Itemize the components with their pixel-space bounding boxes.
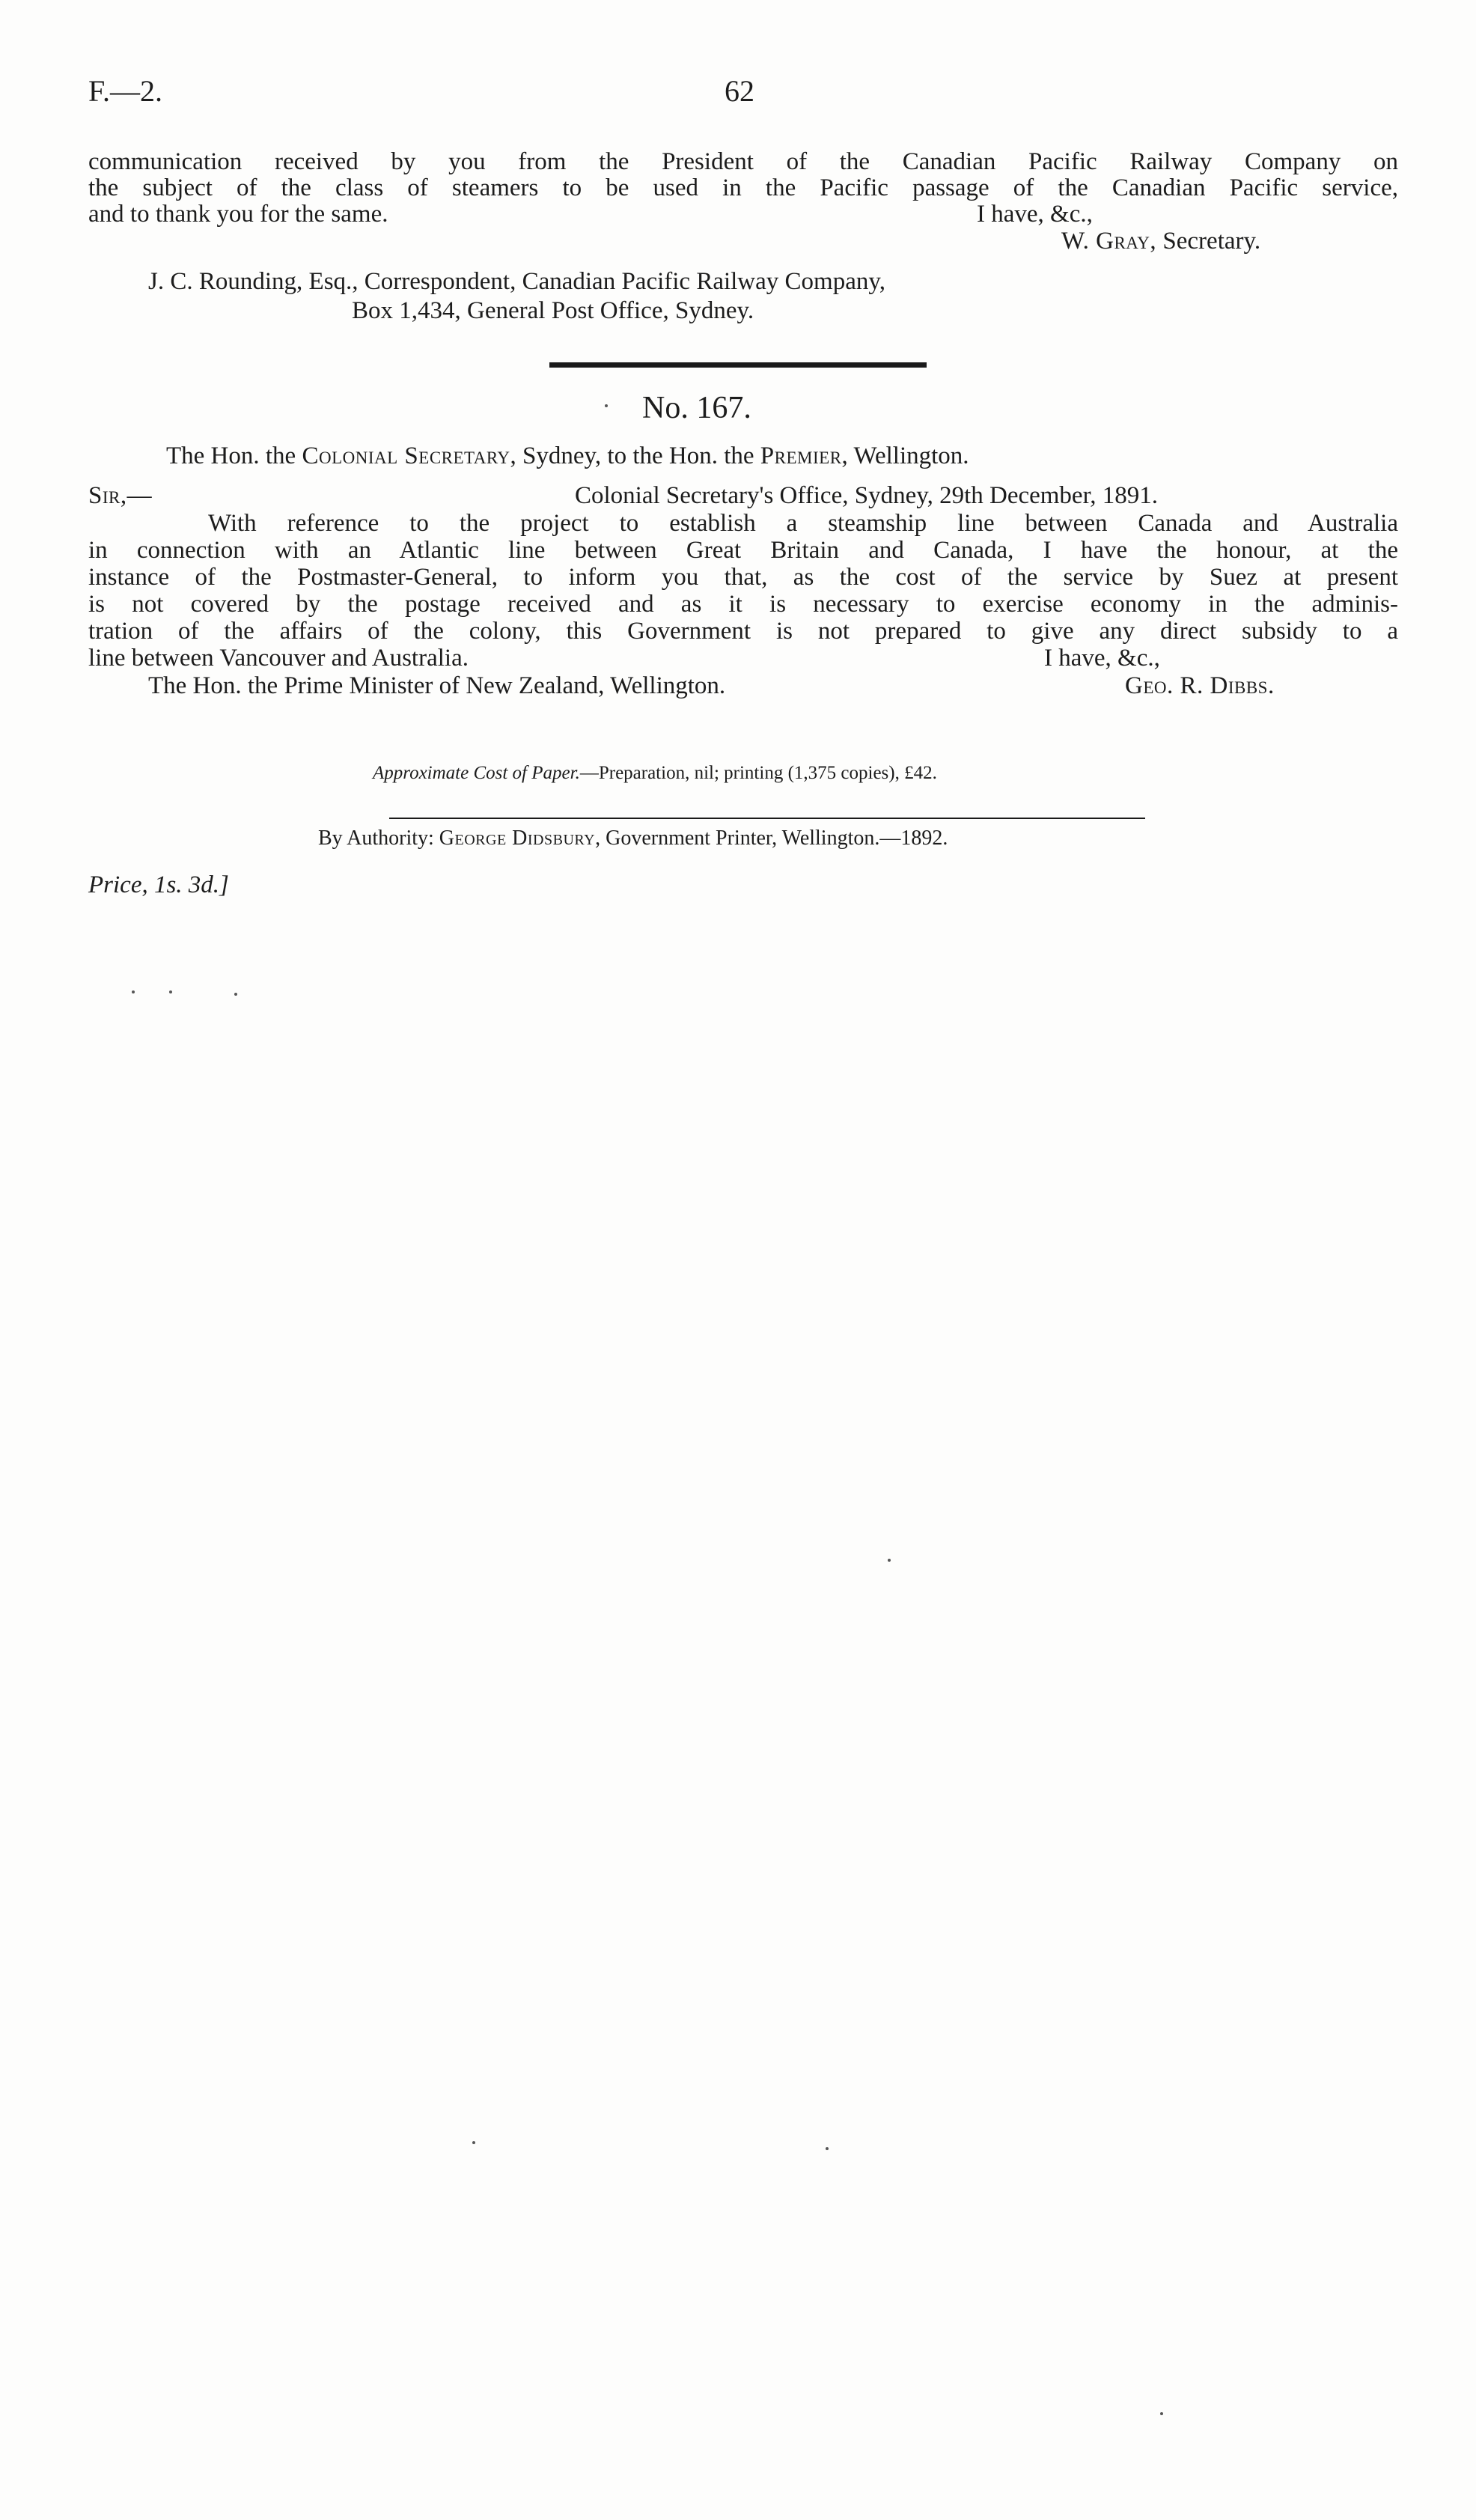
- signature-name: W. Gray,: [1061, 228, 1157, 255]
- footer-divider: [389, 818, 1145, 819]
- cost-label: Approximate Cost of Paper.: [373, 763, 580, 783]
- letter-body-line: line between Vancouver and Australia.: [88, 645, 469, 672]
- letter-body-line: With reference to the project to establish a steamship line between Canada and Australia: [208, 510, 1398, 537]
- cost-of-paper: [373, 759, 937, 788]
- scan-speck: [234, 993, 237, 996]
- price: Price, 1s. 3d.]: [88, 871, 229, 898]
- scan-speck: [888, 1559, 891, 1562]
- letter-salutation: Sir,—: [88, 482, 153, 509]
- scan-speck: [472, 2141, 475, 2144]
- letter-number: No. 167.: [642, 391, 751, 425]
- letter-dateline: Colonial Secretary's Office, Sydney, 29th December, 1891.: [575, 482, 1158, 509]
- scan-speck: [132, 990, 135, 993]
- letter-body-line: tration of the affairs of the colony, this Government is not prepared to give any direct subsidy to a: [88, 618, 1398, 645]
- letter-addressee: The Hon. the Prime Minister of New Zealand, Wellington.: [148, 672, 726, 699]
- recipient-title: Premier: [760, 442, 842, 469]
- authority-suffix: , Government Printer, Wellington.—1892.: [595, 827, 948, 850]
- letter-body-line: is not covered by the postage received and as it is necessary to exercise economy in the adminis-: [88, 591, 1398, 618]
- printing-authority: [318, 826, 948, 851]
- previous-letter-line: and to thank you for the same.: [88, 201, 388, 228]
- sender-title: Colonial Secretary: [302, 442, 510, 469]
- from-to-text: The Hon. the: [166, 442, 302, 469]
- letter-body-line: in connection with an Atlantic line between Great Britain and Canada, I have the honour, at the: [88, 537, 1398, 564]
- signature-title: Secretary.: [1162, 228, 1261, 255]
- authority-prefix: By Authority:: [318, 827, 439, 850]
- scan-speck: [1160, 2412, 1163, 2415]
- letter-signature: Geo. R. Dibbs.: [1125, 672, 1275, 699]
- scan-speck: [826, 2147, 829, 2150]
- previous-letter-signature: [1061, 227, 1260, 255]
- scan-speck: [169, 990, 172, 993]
- section-divider: [549, 362, 927, 368]
- scan-speck: [605, 404, 608, 407]
- document-reference: F.—2.: [88, 74, 163, 108]
- previous-letter-addressee-address: Box 1,434, General Post Office, Sydney.: [352, 297, 754, 324]
- letter-closing: I have, &c.,: [1044, 645, 1160, 672]
- previous-letter-closing: I have, &c.,: [977, 201, 1093, 228]
- cost-details: —Preparation, nil; printing (1,375 copies), £42.: [579, 763, 937, 783]
- previous-letter-line: the subject of the class of steamers to be used in the Pacific passage of the Canadian Pacific service,: [88, 174, 1398, 201]
- letter-body-line: instance of the Postmaster-General, to inform you that, as the cost of the service by Suez at present: [88, 564, 1398, 591]
- previous-letter-addressee: J. C. Rounding, Esq., Correspondent, Canadian Pacific Railway Company,: [148, 268, 885, 295]
- page-number: 62: [725, 74, 754, 108]
- printer-name: George Didsbury: [439, 827, 596, 850]
- previous-letter-line: communication received by you from the President of the Canadian Pacific Railway Company on: [88, 148, 1398, 175]
- from-to-text: , Wellington.: [841, 442, 969, 469]
- letter-from-to: [166, 442, 969, 470]
- from-to-text: , Sydney, to the Hon. the: [510, 442, 760, 469]
